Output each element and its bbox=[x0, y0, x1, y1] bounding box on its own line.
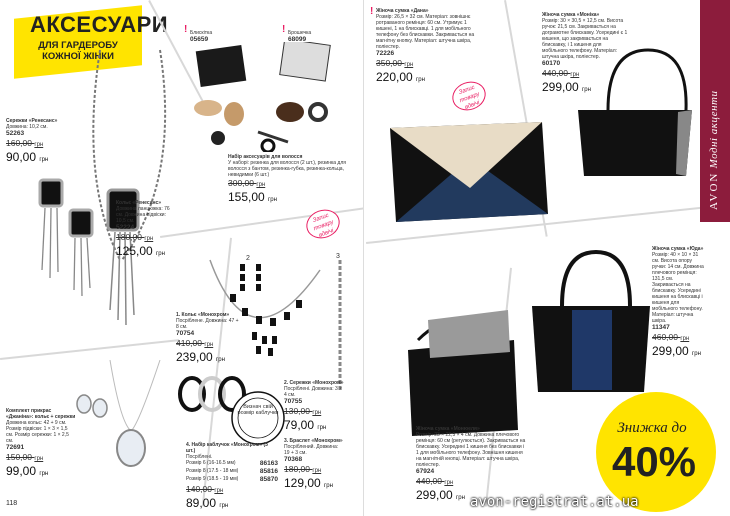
product-description: Розмір: 26,5 × 32 см. Матеріал: зовнішнє ротраваного ремінця: 60 см. Утримує 1 кишені, 1 на блискавці. 1 для мобільного телефону без блискавки. Закривається на магнітну кнопку. Матеріал: штучна шкіра, поліестер. bbox=[376, 14, 475, 50]
left-page bbox=[0, 0, 364, 516]
new-price: 155,00 грн bbox=[228, 190, 277, 204]
old-price: 150,00 грн bbox=[6, 452, 44, 462]
old-price: 300,00 грн bbox=[228, 178, 266, 188]
product-code: 70755 bbox=[284, 398, 303, 405]
product-description: Посріблені. Довжина: 3 × 4 см. bbox=[284, 386, 343, 398]
hair-accessories-image bbox=[178, 42, 348, 152]
product-description: Розмір: 23 × 22,5 × 4 см. Довжина плечового ремінця: 60 см (регулюється). Закривається на блискавку. Усередині 1 кишеня без блискавки і 1 для мобільного телефону. Зовнішня кишеня на магнітній кнопці. Матеріал: штучна шкіра, поліестер. bbox=[416, 432, 526, 468]
product-name: Жіноча сумка «Юда» bbox=[652, 246, 704, 252]
product-code: 70754 bbox=[176, 330, 195, 337]
old-price: 440,00 грн bbox=[542, 68, 580, 78]
page-number: 118 bbox=[6, 500, 18, 507]
new-price: 89,00 грн bbox=[186, 496, 229, 510]
section-title: АКСЕСУАРИ bbox=[30, 12, 169, 37]
ring-size-guide-icon bbox=[228, 388, 288, 448]
monochrome-earrings-info bbox=[284, 380, 344, 435]
promo-stamp: Запис товару вдвічі bbox=[448, 77, 490, 115]
product-description: Довжина ланцюжка: 76 см. Довжина підвіски: 10,5 см. bbox=[116, 206, 170, 224]
bag-monika-image bbox=[568, 40, 698, 180]
product-name: Набір аксесуарів для волосся bbox=[228, 154, 303, 160]
new-price: 79,00 грн bbox=[284, 418, 327, 432]
bag-juda-info bbox=[652, 246, 704, 361]
new-price: 129,00 грн bbox=[284, 476, 333, 490]
promo-stamp: Запис товару вдвічі bbox=[302, 205, 344, 243]
bag-monika2-image bbox=[398, 300, 528, 440]
ring-size-hint: Визнач свій розмір каблучки bbox=[237, 404, 279, 416]
product-code: 70368 bbox=[284, 456, 303, 463]
right-page bbox=[366, 0, 730, 516]
old-price: 140,00 грн bbox=[186, 484, 224, 494]
necklace-renaissance-info bbox=[116, 200, 176, 261]
product-description: Розмір: 40 × 10 × 31 см. Висота опору ручки: 14 см. Довжина плечового ремінця: 131,5 см. Закривається на блискавку. Усередині кишеня на блискавці і кишеня для мобільного телефону. Матеріал: штучна шкіра. bbox=[652, 252, 704, 324]
new-price: 299,00 грн bbox=[416, 488, 465, 502]
tag-label: Блискітка bbox=[190, 30, 213, 36]
product-code: 52224 bbox=[116, 224, 135, 231]
new-price: 299,00 грн bbox=[542, 80, 591, 94]
product-name: Жіноча сумка «Монюеля» bbox=[416, 426, 480, 432]
tag-code: 68099 bbox=[288, 36, 307, 43]
tag-label: Брошечка bbox=[288, 30, 312, 36]
hair-set-info bbox=[228, 154, 348, 207]
jane-set-info bbox=[6, 408, 76, 481]
watermark: avon-registrat.at.ua bbox=[470, 494, 639, 510]
product-description: Розмір: 30 × 30,5 × 12,5 см. Висота ручок: 21,5 см. Закривається на дограмотне блискавку. Усередині є 1 кишеня, що закривається на блискавку, і 1 кишеня для мобільного телефону. Матеріал: штучна шкіра, поліестер. bbox=[542, 18, 628, 60]
old-price: 440,00 грн bbox=[416, 476, 454, 486]
brand-logo: AVON bbox=[708, 171, 720, 210]
svg-text:2: 2 bbox=[246, 255, 250, 262]
product-code: 72226 bbox=[376, 50, 395, 57]
product-description: Посріблені. bbox=[186, 454, 213, 460]
product-code: 72691 bbox=[6, 444, 25, 451]
product-description: Довжина: 10,2 см. bbox=[6, 124, 48, 130]
old-price: 460,00 грн bbox=[652, 332, 690, 342]
monochrome-bracelet-info bbox=[284, 438, 344, 493]
brand-banner bbox=[700, 0, 730, 222]
brand-text bbox=[708, 90, 720, 210]
size-row: Розмір 6 (16-16.5 мм) 86163 bbox=[186, 460, 278, 467]
new-price: 239,00 грн bbox=[176, 350, 225, 364]
product-description: Посріблене. Довжина: 47 + 8 см. bbox=[176, 318, 239, 330]
old-price: 410,00 грн bbox=[176, 338, 214, 348]
old-price: 130,00 грн bbox=[284, 406, 322, 416]
earrings-renaissance-info bbox=[6, 118, 66, 167]
new-price: 299,00 грн bbox=[652, 344, 701, 358]
brand-slogan: Модні акценти bbox=[708, 90, 720, 169]
new-price: 90,00 грн bbox=[6, 150, 49, 164]
rings-set-info bbox=[186, 442, 278, 513]
bag-juda-image bbox=[526, 246, 656, 396]
bag-dana-image bbox=[384, 118, 554, 228]
product-name: Кольє «Ренесанс» bbox=[116, 200, 162, 206]
attention-icon: ! bbox=[184, 24, 188, 35]
old-price: 180,00 грн bbox=[116, 232, 154, 242]
svg-text:3: 3 bbox=[336, 253, 340, 260]
product-name: Сережки «Ренесанс» bbox=[6, 118, 58, 124]
product-name: 3. Браслет «Монохром» bbox=[284, 438, 343, 444]
product-name: 4. Набір каблучок «Монохром» (3 шт.) bbox=[186, 442, 268, 454]
product-code: 60170 bbox=[542, 60, 561, 67]
old-price: 160,00 грн bbox=[6, 138, 44, 148]
size-row: Розмір 8 (17.5 - 18 мм) 85816 bbox=[186, 468, 278, 475]
earrings-renaissance-image bbox=[30, 170, 110, 300]
product-name: Жіноча сумка «Моніка» bbox=[542, 12, 600, 18]
tag-code: 05659 bbox=[190, 36, 209, 43]
product-code: 11347 bbox=[652, 324, 670, 331]
product-name: Жіноча сумка «Дана» bbox=[376, 8, 429, 14]
new-price: 125,00 грн bbox=[116, 244, 165, 258]
product-description: Довжина кольє: 42 + 9 см. Розмір підвіски: 1 × 3 × 1,5 см. Розмір сережки: 1 × 2,5 см. bbox=[6, 420, 69, 444]
product-description: Посріблений. Довжина: 19 + 3 см. bbox=[284, 444, 339, 456]
discount-value: 40% bbox=[611, 438, 697, 485]
product-name: 2. Сережки «Монохром» bbox=[284, 380, 344, 386]
bag-dana-info bbox=[376, 8, 476, 87]
product-code: 67924 bbox=[416, 468, 435, 475]
product-code: 52263 bbox=[6, 130, 25, 137]
size-row: Розмір 9 (18.5 - 19 мм) 85870 bbox=[186, 476, 278, 483]
product-name: 1. Кольє «Монохром» bbox=[176, 312, 230, 318]
product-description: У наборі: резинка для волосся (2 шт.), резинка для волосся з бантом, резинка-губка, резинка-кольца, невидимки (6 шт.) bbox=[228, 160, 346, 178]
new-price: 220,00 грн bbox=[376, 70, 425, 84]
new-price: 99,00 грн bbox=[6, 464, 49, 478]
section-subtitle: ДЛЯ ГАРДЕРОБУ КОЖНОЇ ЖІНКИ bbox=[38, 40, 118, 62]
old-price: 350,00 грн bbox=[376, 58, 414, 68]
discount-label: Знижка до bbox=[617, 420, 687, 436]
product-name: Комплект прикрас «Джаніна»: кольє + сережки bbox=[6, 408, 76, 420]
jane-set-image bbox=[70, 360, 180, 480]
attention-icon: ! bbox=[370, 6, 374, 17]
monochrome-necklace-info bbox=[176, 312, 242, 367]
old-price: 180,00 грн bbox=[284, 464, 322, 474]
attention-icon: ! bbox=[282, 24, 286, 35]
